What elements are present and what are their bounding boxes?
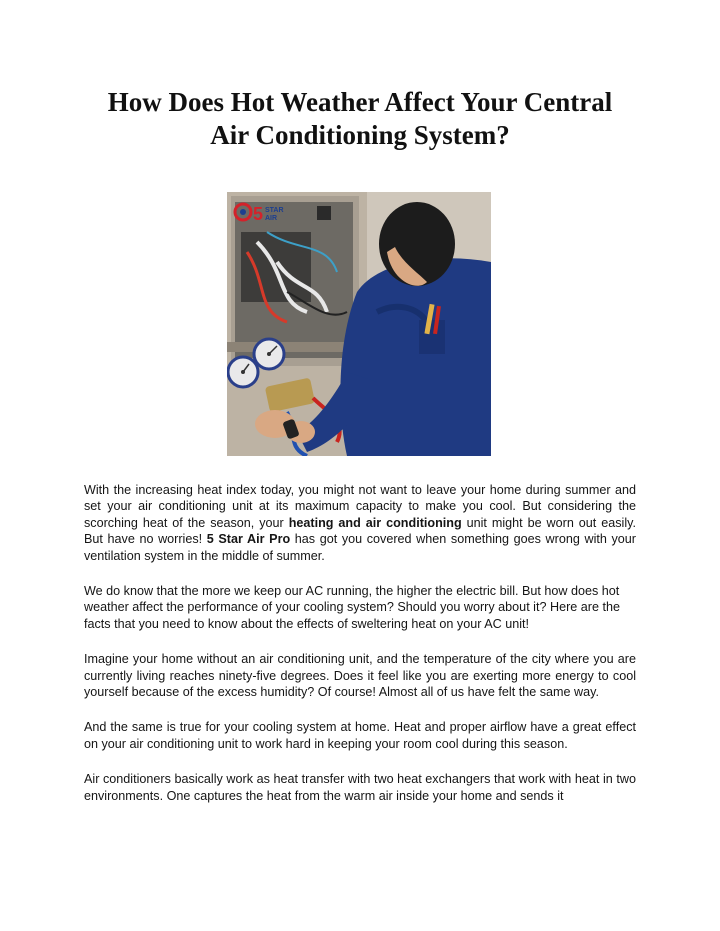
page-title [60, 86, 660, 152]
paragraph-1-part-2: unit might be worn out easily. But have no worries! [84, 515, 636, 547]
paragraph-4: And the same is true for your cooling system at home. Heat and proper airflow have a great effect on your air conditioning unit to work hard in keeping your room cool during this season. [84, 720, 636, 751]
logo-number: 5 [253, 204, 264, 224]
paragraph-1 [84, 482, 636, 564]
logo-word-2: AIR [265, 215, 278, 222]
paragraph-1-bold-2: 5 Star Air Pro [206, 532, 291, 547]
technician-illustration [227, 192, 491, 456]
logo-word-1: STAR [265, 207, 284, 214]
title-line-1: How Does Hot Weather Affect Your Central [107, 87, 613, 117]
paragraph-1-part-3: has got you covered when something goes wrong with your ventilation system in the middle of summer. [84, 532, 636, 563]
paragraph-1-bold-1: heating and air conditioning [288, 515, 462, 530]
paragraph-5: Air conditioners basically work as heat transfer with two heat exchangers that work with heat in two environments. One captures the heat from the warm air inside your home and sends it [84, 772, 636, 803]
technician-photo [227, 192, 491, 456]
paragraph-3: Imagine your home without an air conditioning unit, and the temperature of the city where you are currently living reaches ninety-five degrees. Does it feel like you are exerting more energy to cool yourself because of the excess humidity? Of course! Almost all of us have felt the same way. [84, 652, 636, 700]
title-line-2: Air Conditioning System? [210, 120, 510, 150]
article-body [84, 482, 636, 823]
paragraph-2: We do know that the more we keep our AC running, the higher the electric bill. But how does hot weather affect the performance of your cooling system? Should you worry about it? Here are the facts that you need to know about the effects of sweltering heat on your AC unit! [84, 584, 620, 631]
paragraph-1-part-1: With the increasing heat index today, you might not want to leave your home during summer and set your air conditioning unit at its maximum capacity to make you cool. But considering the scorching heat of the season, your [84, 483, 636, 530]
